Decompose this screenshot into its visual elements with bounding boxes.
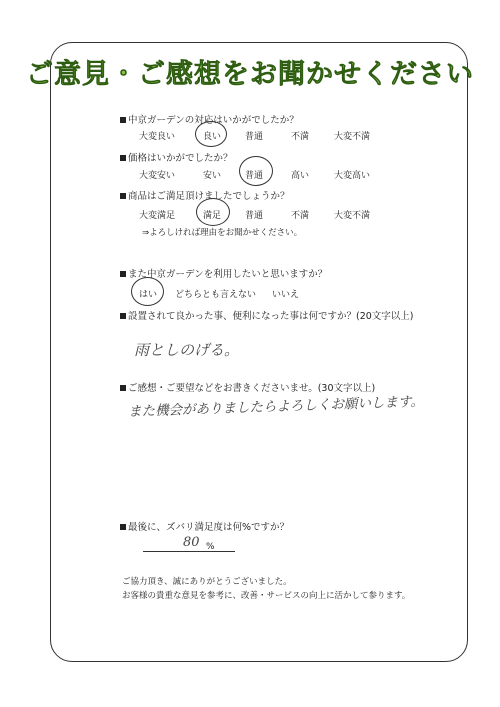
q3-option-5[interactable]: 大変不満	[334, 211, 371, 221]
q7-percent-unit: %	[206, 542, 215, 552]
bullet-square-icon	[120, 524, 126, 530]
bullet-square-icon	[120, 313, 126, 319]
q4-option-1[interactable]: はい	[139, 290, 158, 300]
question-2: 価格はいかがでしたか？	[120, 150, 233, 164]
bullet-square-icon	[120, 155, 126, 161]
q4-option-3[interactable]: いいえ	[272, 290, 300, 300]
q5-handwritten-answer: 雨としのげる。	[134, 341, 240, 359]
q1-option-5[interactable]: 大変不満	[334, 132, 371, 142]
question-4: また中京ガーデンを利用したいと思いますか？	[120, 266, 327, 280]
q1-option-3[interactable]: 普通	[245, 132, 264, 142]
q3-option-3[interactable]: 普通	[245, 211, 264, 221]
q4-option-2[interactable]: どちらとも言えない	[175, 290, 257, 300]
question-6: ご感想・ご要望などをお書きくださいませ。(30文字以上)	[120, 380, 375, 394]
survey-title: ご意見・ご感想をお聞かせください	[26, 59, 474, 90]
bullet-square-icon	[120, 193, 126, 199]
q3-option-2[interactable]: 満足	[203, 211, 222, 221]
q7-handwritten-answer: 80	[183, 535, 200, 550]
footer-note: お客様の貴重な意見を参考に、改善・サービスの向上に活かして参ります。	[122, 591, 411, 601]
q7-answer-line	[143, 551, 235, 552]
question-7: 最後に、ズバリ満足度は何%ですか？	[120, 519, 289, 533]
bullet-square-icon	[120, 117, 126, 123]
q2-option-1[interactable]: 大変安い	[139, 171, 176, 181]
q1-option-2[interactable]: 良い	[203, 132, 222, 142]
q1-option-4[interactable]: 不満	[291, 132, 310, 142]
q3-option-4[interactable]: 不満	[291, 211, 310, 221]
q2-option-2[interactable]: 安い	[203, 171, 222, 181]
bullet-square-icon	[120, 271, 126, 277]
q1-option-1[interactable]: 大変良い	[139, 132, 176, 142]
bullet-square-icon	[120, 385, 126, 391]
q2-option-3[interactable]: 普通	[245, 171, 264, 181]
footer-thanks: ご協力頂き、誠にありがとうございました。	[122, 577, 292, 587]
q3-reason-note: ⇒よろしければ理由をお聞かせください。	[142, 228, 303, 238]
q3-option-1[interactable]: 大変満足	[139, 211, 176, 221]
q2-option-4[interactable]: 高い	[291, 171, 310, 181]
question-5: 設置されて良かった事、便利になった事は何ですか？(20文字以上)	[120, 308, 414, 322]
q2-option-5[interactable]: 大変高い	[334, 171, 371, 181]
q6-handwritten-answer: また機会がありましたらよろしくお願いします。	[127, 393, 425, 420]
question-1: 中京ガーデンの対応はいかがでしたか？	[120, 112, 299, 126]
question-3: 商品はご満足頂けましたでしょうか？	[120, 188, 290, 202]
